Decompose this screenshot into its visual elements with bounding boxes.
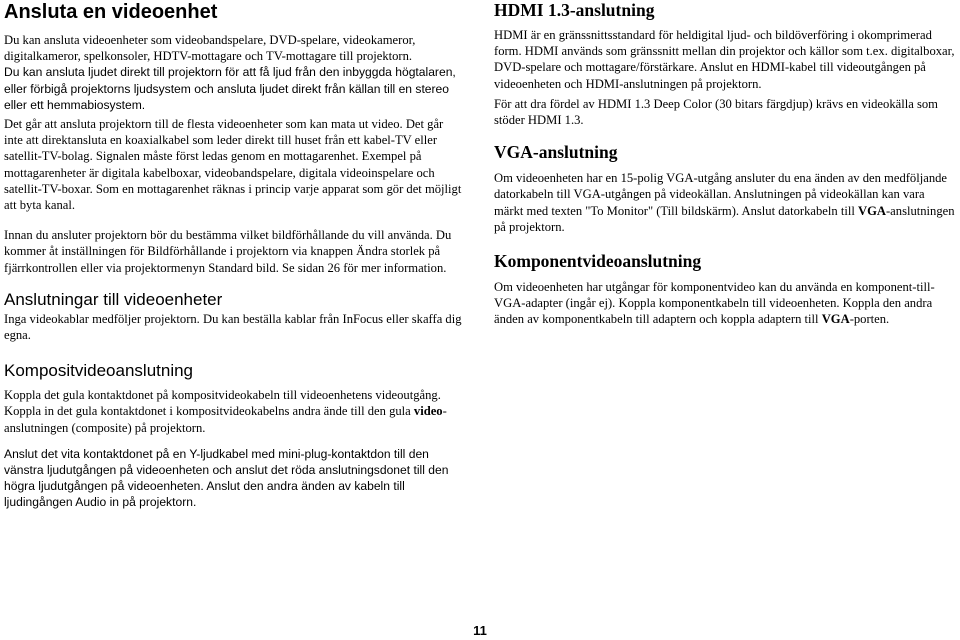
composite-text-b: -anslutningen (composite) på projektorn.	[4, 404, 447, 435]
hdmi-paragraph-2: För att dra fördel av HDMI 1.3 Deep Color (30 bitars färgdjup) krävs en videokälla som stöder HDMI 1.3.	[494, 96, 938, 128]
hdmi-paragraph-1: HDMI är en gränssnittsstandard för heldigital ljud- och bildöverföring i okomprimerad form. HDMI används som gränssnitt mellan din projektor och källor som t.ex. digitalboxar, DVD-spelare och mottagare/förstärkare. Anslut en HDMI-kabel till videoutgången på videoenheten och HDMI-anslutningen på projektorn.	[494, 28, 955, 91]
page-number: 11	[473, 623, 487, 638]
component-text-b: -porten.	[849, 312, 890, 327]
composite-paragraph-1	[4, 387, 464, 436]
section-heading-vga: VGA-anslutning	[494, 142, 618, 163]
composite-text-a: Koppla det gula kontaktdonet på kompositvideokabeln till videoenhetens videoutgång. Koppla in det gula kontaktdonet i kompositvideokabelns andra ände till den gula	[4, 388, 441, 419]
component-paragraph	[494, 279, 956, 328]
page-title: Ansluta en videoenhet	[4, 1, 218, 23]
composite-paragraph-2: Anslut det vita kontaktdonet på en Y-ljudkabel med mini-plug-kontaktdon till den vänstra ljudutgången på videoenheten och anslut det röda anslutningsdonet till den högra ljudutgången på videoenheten. Anslut den andra änden av kabeln till ljudingången Audio in på projektorn.	[4, 446, 449, 510]
intro-paragraph-4: Innan du ansluter projektorn bör du bestämma vilket bildförhållande du vill använda. Du kommer åt inställningen för Bildförhållande i projektorn via knappen Ändra storlek på fjärrkontrollen eller via projektormenyn Standard bild. Se sidan 26 för mer information.	[4, 228, 452, 275]
left-column	[4, 0, 464, 511]
right-column	[494, 0, 956, 328]
component-text-a: Om videoenheten har utgångar för komponentvideo kan du använda en komponent-till-VGA-adapter (ingår ej). Koppla komponentkabeln till videoenheten. Koppla den andra änden av komponentkabeln till adaptern och koppla adaptern till	[494, 280, 935, 327]
section-heading-composite: Kompositvideoanslutning	[4, 361, 194, 381]
component-text-bold: VGA	[821, 312, 850, 327]
vga-text-bold: VGA	[857, 203, 886, 218]
vga-text-a: Om videoenheten har en 15-polig VGA-utgång ansluter du ena änden av den medföljande datorkabeln till VGA-utgången på videokällan. Anslutningen på videokällan kan vara märkt med texten "To Monitor" (Till bildskärm). Anslut datorkabeln till	[494, 171, 947, 218]
vga-paragraph	[494, 170, 956, 235]
connections-paragraph: Inga videokablar medföljer projektorn. Du kan beställa kablar från InFocus eller skaffa dig egna.	[4, 311, 462, 343]
vga-text-b: -anslutningen på projektorn.	[494, 203, 955, 234]
section-heading-connections: Anslutningar till videoenheter	[4, 289, 223, 309]
composite-text-bold: video	[413, 404, 443, 419]
intro-paragraph-1: Du kan ansluta videoenheter som videobandspelare, DVD-spelare, videokameror, digitalkameror, spelkonsoler, HDTV-mottagare och TV-mottagare till projektorn.	[4, 33, 416, 64]
intro-paragraph-3: Det går att ansluta projektorn till de flesta videoenheter som kan mata ut video. Det går inte att direktansluta en koaxialkabel som leder direkt till huset från ett kabel-TV eller satellit-TV-bolag. Signalen måste först ledas genom en mottagarenhet. Exempel på mottagarenheter är digitala kabelboxar, videobandspelare, digitala videoinspelare och satellit-TV-boxar. Som en mottagarenhet räknas i princip varje apparat som gör det möjligt att byta kanal.	[4, 117, 462, 213]
intro-paragraph-2: Du kan ansluta ljudet direkt till projektorn för att få ljud från den inbyggda högtalaren, eller förbigå projektorns ljudsystem och ansluta ljudet direkt från källan till en stereo eller ett hemmabiosystem.	[4, 65, 456, 112]
section-heading-component: Komponentvideoanslutning	[494, 251, 702, 272]
section-heading-hdmi: HDMI 1.3-anslutning	[494, 0, 655, 20]
